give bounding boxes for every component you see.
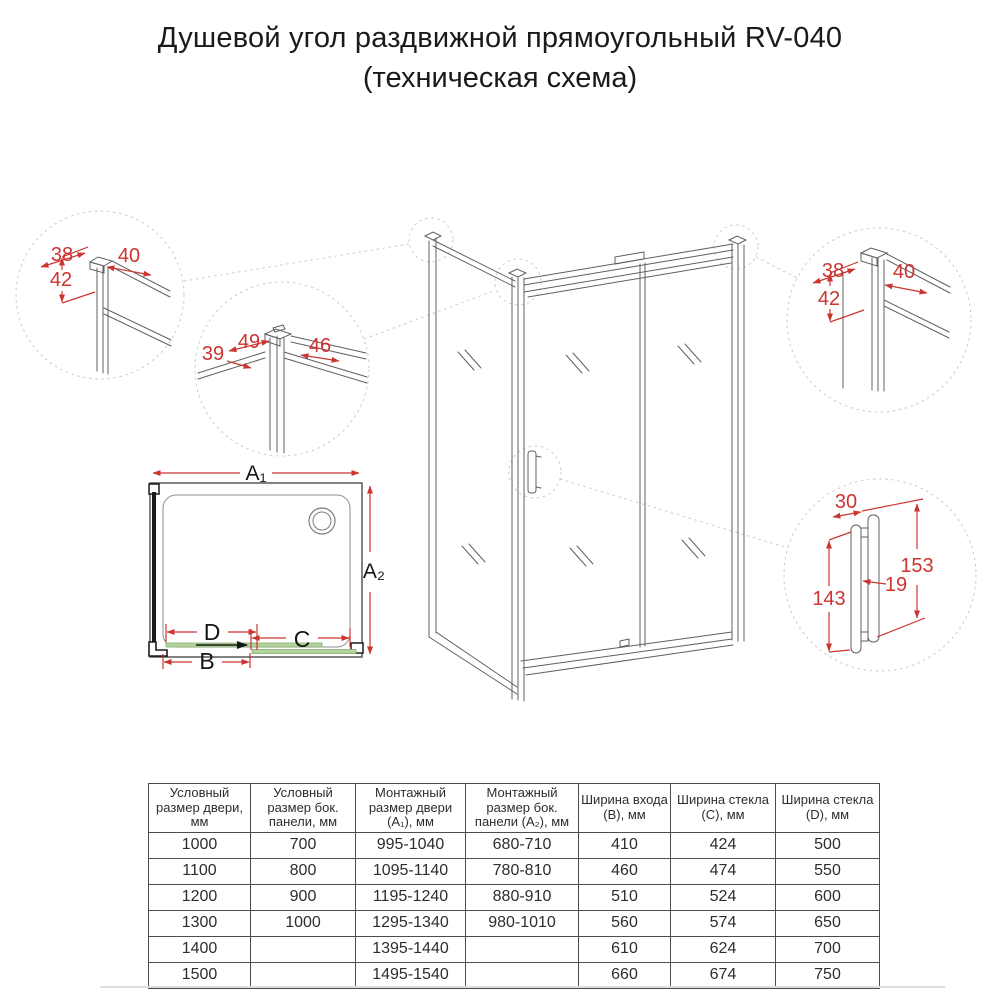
table-cell: 880-910 bbox=[466, 884, 579, 910]
table-cell: 700 bbox=[776, 936, 880, 962]
table-cell: 680-710 bbox=[466, 832, 579, 858]
enclosure-3d-view bbox=[425, 232, 746, 701]
dim-38-label-left: 38 bbox=[50, 244, 74, 266]
plan-bottom-left-bracket bbox=[149, 642, 167, 656]
table-cell: 800 bbox=[251, 858, 356, 884]
table-cell: 1195-1240 bbox=[356, 884, 466, 910]
table-cell: 510 bbox=[579, 884, 671, 910]
title-line-2: (техническая схема) bbox=[362, 62, 638, 94]
table-header-row bbox=[149, 784, 880, 833]
table-cell: 1400 bbox=[149, 936, 251, 962]
table-cell: 424 bbox=[671, 832, 776, 858]
dim-39-label: 39 bbox=[201, 343, 225, 365]
plan-label-b: B bbox=[199, 648, 215, 674]
dim-30-label: 30 bbox=[834, 491, 858, 513]
title-line-1: Душевой угол раздвижной прямоугольный RV-040 bbox=[157, 22, 843, 54]
dim-40-label-left: 40 bbox=[117, 245, 141, 267]
table-cell: 1100 bbox=[149, 858, 251, 884]
table-cell: 750 bbox=[776, 962, 880, 988]
detail-top-right-profile bbox=[813, 248, 950, 391]
dim-42-label-left: 42 bbox=[49, 269, 73, 291]
table-header-cell: Ширина стекла (D), мм bbox=[776, 784, 880, 833]
table-row bbox=[149, 910, 880, 936]
page-footer-divider bbox=[100, 986, 945, 988]
table-cell: 1395-1440 bbox=[356, 936, 466, 962]
table-row bbox=[149, 962, 880, 988]
dimensions-table bbox=[148, 783, 880, 989]
table-cell: 995-1040 bbox=[356, 832, 466, 858]
right-wall-profile-3d bbox=[729, 236, 746, 641]
dim-40-label-right: 40 bbox=[892, 261, 916, 283]
table-cell bbox=[251, 962, 356, 988]
table-cell: 500 bbox=[776, 832, 880, 858]
table-header-cell: Ширина стекла (C), мм bbox=[671, 784, 776, 833]
table-cell: 900 bbox=[251, 884, 356, 910]
table-cell bbox=[251, 936, 356, 962]
table-cell: 1095-1140 bbox=[356, 858, 466, 884]
table-cell: 610 bbox=[579, 936, 671, 962]
plan-label-a2: A₂ bbox=[362, 560, 386, 583]
plan-label-c: C bbox=[293, 626, 311, 652]
table-cell: 1500 bbox=[149, 962, 251, 988]
table-cell: 560 bbox=[579, 910, 671, 936]
plan-label-a1: A₁ bbox=[245, 462, 267, 485]
table-cell: 1495-1540 bbox=[356, 962, 466, 988]
table-cell: 410 bbox=[579, 832, 671, 858]
dim-143-label: 143 bbox=[812, 588, 846, 610]
table-cell: 600 bbox=[776, 884, 880, 910]
detail-top-left-profile bbox=[41, 244, 171, 374]
table-row bbox=[149, 936, 880, 962]
table-cell: 474 bbox=[671, 858, 776, 884]
table-row bbox=[149, 858, 880, 884]
dim-42-label-right: 42 bbox=[817, 288, 841, 310]
top-rail-3d bbox=[524, 244, 733, 297]
bottom-rail-3d bbox=[521, 632, 733, 675]
table-header-cell: Ширина входа (B), мм bbox=[579, 784, 671, 833]
table-cell: 574 bbox=[671, 910, 776, 936]
table-cell: 650 bbox=[776, 910, 880, 936]
detail-handle bbox=[812, 491, 933, 653]
table-cell: 1000 bbox=[149, 832, 251, 858]
plan-label-d: D bbox=[203, 619, 221, 645]
table-row bbox=[149, 884, 880, 910]
table-cell: 780-810 bbox=[466, 858, 579, 884]
table-cell: 524 bbox=[671, 884, 776, 910]
table-header-cell: Монтажный размер бок. панели (A₂), мм bbox=[466, 784, 579, 833]
table-cell: 1300 bbox=[149, 910, 251, 936]
dim-49-label: 49 bbox=[237, 331, 261, 353]
table-cell: 1200 bbox=[149, 884, 251, 910]
table-row bbox=[149, 832, 880, 858]
table-header-cell: Монтажный размер двери (A₁), мм bbox=[356, 784, 466, 833]
side-panel-3d bbox=[425, 232, 517, 694]
table-header-cell: Условный размер двери, мм bbox=[149, 784, 251, 833]
dim-19-label: 19 bbox=[884, 574, 908, 596]
table-cell: 1000 bbox=[251, 910, 356, 936]
left-wall-profile-3d bbox=[509, 269, 526, 701]
table-cell: 624 bbox=[671, 936, 776, 962]
table-cell: 660 bbox=[579, 962, 671, 988]
table-cell: 674 bbox=[671, 962, 776, 988]
table-cell: 980-1010 bbox=[466, 910, 579, 936]
table-cell: 700 bbox=[251, 832, 356, 858]
plan-view bbox=[149, 462, 385, 674]
dim-153-label: 153 bbox=[900, 555, 934, 577]
door-handle-3d bbox=[528, 451, 541, 493]
dim-38-label-right: 38 bbox=[821, 260, 845, 282]
glass-reflections bbox=[458, 344, 705, 566]
table-cell: 550 bbox=[776, 858, 880, 884]
table-cell: 1295-1340 bbox=[356, 910, 466, 936]
detail-wall-post-profile bbox=[198, 325, 367, 453]
dim-46-label: 46 bbox=[308, 335, 332, 357]
table-cell: 460 bbox=[579, 858, 671, 884]
table-cell bbox=[466, 936, 579, 962]
door-panels-divider bbox=[640, 263, 645, 647]
table-header-cell: Условный размер бок. панели, мм bbox=[251, 784, 356, 833]
table-cell bbox=[466, 962, 579, 988]
